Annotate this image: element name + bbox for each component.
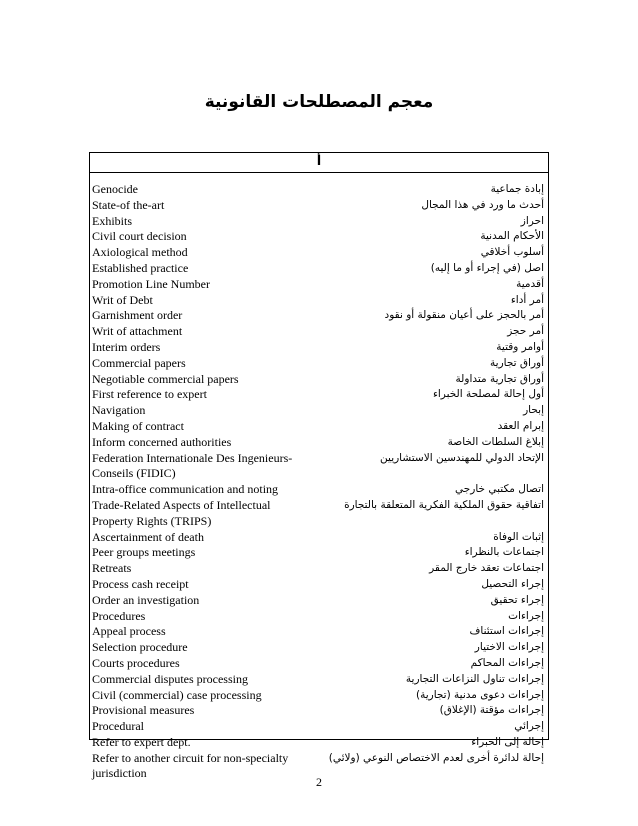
arabic-term: إجراء التحصيل [481,577,544,590]
glossary-entry [90,435,548,451]
english-term: Order an investigation [92,592,200,607]
arabic-term: الأحكام المدنية [480,230,544,243]
glossary-entry [90,593,548,609]
glossary-entry [90,277,548,293]
english-term: Genocide [92,182,138,196]
english-term: First reference to expert [92,387,207,402]
glossary-entry [90,324,548,340]
arabic-term: إبرام العقد [497,419,544,432]
arabic-term: اصل (في إجراء أو ما إليه) [430,261,544,274]
english-term: Procedures [92,608,146,623]
english-term: Axiological method [92,245,188,260]
page-number: 2 [316,775,322,789]
arabic-term: أقدمية [516,277,544,290]
english-term: Peer groups meetings [92,545,196,560]
arabic-term: أوامر وقتية [496,340,544,353]
arabic-term: الإتحاد الدولي للمهندسين الاستشاريين [380,451,544,464]
arabic-term: اتفاقية حقوق الملكية الفكرية المتعلقة بالتجارة [344,498,544,511]
arabic-term: إبلاغ السلطات الخاصة [447,435,544,448]
english-term: Commercial papers [92,355,186,370]
arabic-term: إجرائي [514,720,544,733]
arabic-term: أوراق تجارية متداولة [455,372,544,385]
english-term: Commercial disputes processing [92,671,248,686]
arabic-term: إجراءات الاختيار [474,641,544,654]
glossary-entry [90,561,548,577]
english-term: Civil (commercial) case processing [92,687,262,702]
glossary-entry [90,688,548,704]
glossary-entry [90,245,548,261]
english-term: Refer to expert dept. [92,734,191,749]
arabic-term: إبادة جماعية [490,183,544,195]
glossary-entry [90,182,548,198]
page-title: معجم المصطلحات القانونية [204,92,434,112]
entries-list [90,173,548,782]
arabic-term: أسلوب أخلاقي [480,246,544,259]
glossary-entry [90,198,548,214]
english-term: Established practice [92,260,189,275]
glossary-entry [90,451,548,483]
arabic-term: أحدث ما ورد في هذا المجال [421,198,544,211]
glossary-entry [90,577,548,593]
english-term: Inform concerned authorities [92,434,232,449]
english-term: Federation Internationale Des Ingenieurs-Conseils (FIDIC) [92,450,293,481]
english-term: Provisional measures [92,703,195,718]
arabic-term: إبحار [523,404,544,417]
arabic-term: إجراءات استئناف [469,625,544,638]
glossary-entry [90,372,548,388]
english-term: Negotiable commercial papers [92,371,239,386]
english-term: Navigation [92,403,146,418]
glossary-entry [90,703,548,719]
arabic-term: إجراءات دعوى مدنية (تجارية) [415,688,544,701]
arabic-term: إحالة إلى الخبراء [471,735,544,748]
arabic-term: إجراء تحقيق [490,593,544,606]
arabic-term: اجتماعات تعقد خارج المقر [429,562,544,575]
english-term: Process cash receipt [92,576,189,591]
glossary-entry [90,340,548,356]
section-letter-header: أ [90,153,548,173]
arabic-term: أمر بالحجز على أعيان منقولة أو نقود [384,309,544,322]
arabic-term: أول إحالة لمصلحة الخبراء [432,388,544,401]
english-term: Courts procedures [92,655,180,670]
english-term: Refer to another circuit for non-specialty jurisdiction [92,750,289,781]
arabic-term: احراز [520,214,544,227]
glossary-entry [90,656,548,672]
english-term: Exhibits [92,213,133,228]
glossary-entry [90,356,548,372]
arabic-term: إجراءات [508,609,544,622]
glossary-entry [90,308,548,324]
glossary-entry [90,545,548,561]
glossary-entry [90,261,548,277]
arabic-term: اجتماعات بالنظراء [464,546,544,559]
english-term: Intra-office communication and noting [92,482,279,497]
arabic-term: إجراءات المحاكم [470,656,544,669]
glossary-entry [90,387,548,403]
glossary-entry [90,609,548,625]
glossary-entry [90,214,548,230]
glossary-entry [90,624,548,640]
glossary-entry [90,293,548,309]
glossary-table [89,152,549,781]
english-term: Trade-Related Aspects of Intellectual Property Rights (TRIPS) [92,497,271,528]
arabic-term: إثبات الوفاة [493,530,544,543]
english-term: Procedural [92,719,144,734]
glossary-entry [90,498,548,530]
arabic-term: إحالة لدائرة أخرى لعدم الاختصاص النوعي (ولائي) [328,751,544,764]
english-term: Promotion Line Number [92,276,210,291]
english-term: Interim orders [92,339,161,354]
english-term: State-of the-art [92,197,165,212]
english-term: Civil court decision [92,229,187,244]
english-term: Appeal process [92,624,166,639]
english-term: Writ of attachment [92,324,183,339]
arabic-term: أمر أداء [510,293,544,306]
glossary-entry [90,735,548,751]
glossary-entry [90,419,548,435]
arabic-term: إجراءات مؤقتة (الإغلاق) [439,704,544,717]
english-term: Garnishment order [92,308,183,323]
arabic-term: إجراءات تناول النزاعات التجارية [405,672,544,685]
glossary-entry [90,403,548,419]
english-term: Retreats [92,561,132,576]
english-term: Making of contract [92,418,184,433]
arabic-term: أوراق تجارية [490,356,544,369]
glossary-entry [90,640,548,656]
glossary-entry [90,482,548,498]
glossary-entry [90,530,548,546]
english-term: Writ of Debt [92,292,153,307]
arabic-term: أمر حجز [507,325,544,338]
arabic-term: اتصال مكتبي خارجي [455,483,544,496]
english-term: Ascertainment of death [92,529,204,544]
glossary-entry [90,719,548,735]
english-term: Selection procedure [92,640,188,655]
glossary-entry [90,672,548,688]
glossary-entry [90,229,548,245]
